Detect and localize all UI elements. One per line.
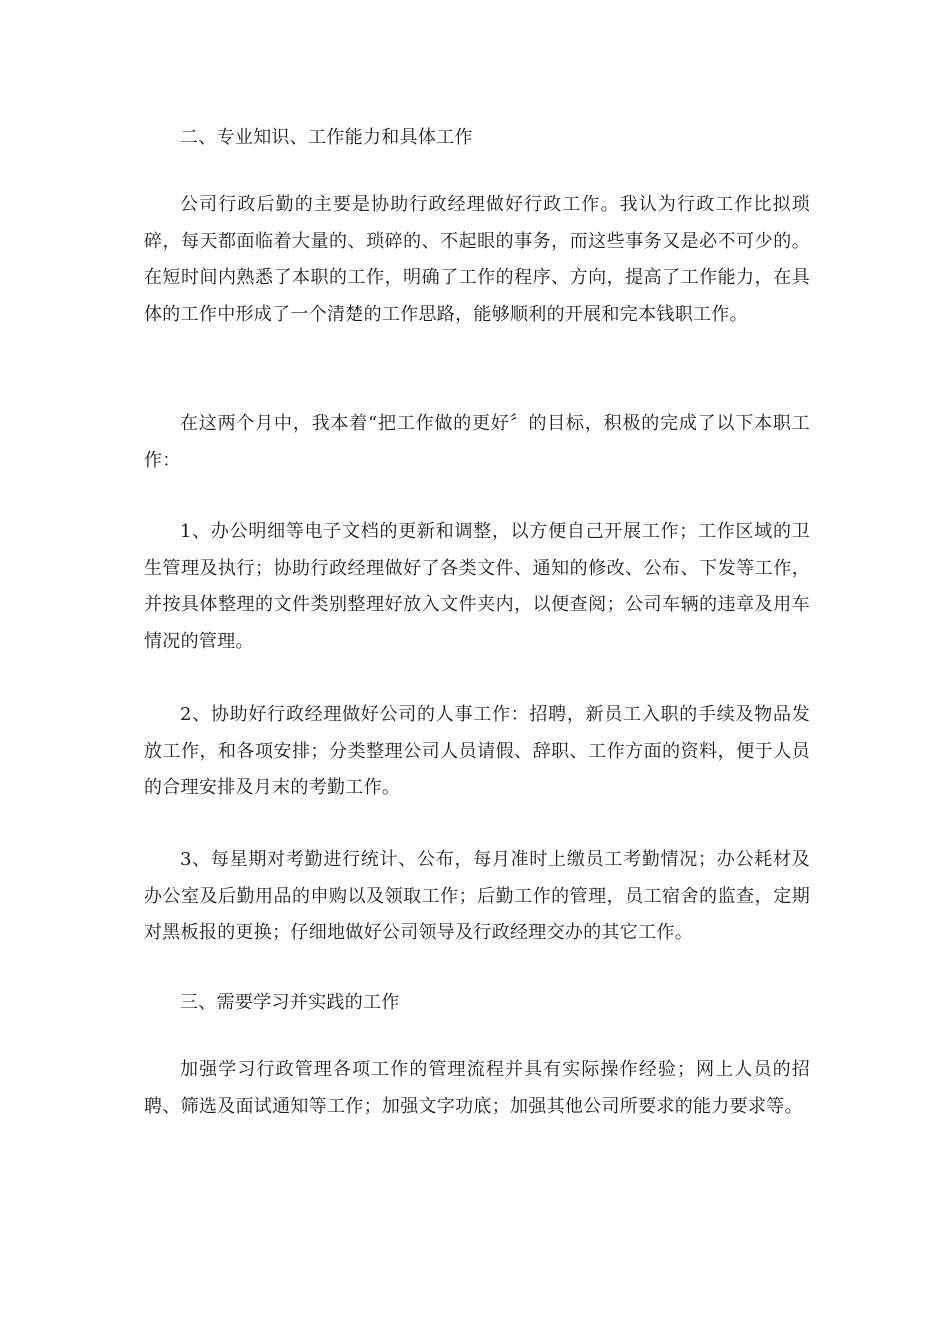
section-heading-2: 二、专业知识、工作能力和具体工作 (180, 127, 473, 148)
section-heading-3: 三、需要学习并实践的工作 (180, 992, 400, 1013)
paragraph-learn: 加强学习行政管理各项工作的管理流程并具有实际操作经验；网上人员的招聘、筛选及面试通知等工作；加强文字功底；加强其他公司所要求的能力要求等。 (144, 1059, 810, 1117)
list-item-1: 1、办公明细等电子文档的更新和调整，以方便自己开展工作；工作区域的卫生管理及执行；协助行政经理做好了各类文件、通知的修改、公布、下发等工作，并按具体整理的文件类别整理好放入文件夹内，以便查阅；公司车辆的违章及用车情况的管理。 (144, 521, 810, 652)
paragraph-intro: 公司行政后勤的主要是协助行政经理做好行政工作。我认为行政工作比拟琐碎，每天都面临着大量的、琐碎的、不起眼的事务，而这些事务又是必不可少的。在短时间内熟悉了本职的工作，明确了工作的程序、方向，提高了工作能力，在具体的工作中形成了一个清楚的工作思路，能够顺利的开展和完本钱职工作。 (144, 194, 810, 325)
list-item-3: 3、每星期对考勤进行统计、公布，每月准时上缴员工考勤情况；办公耗材及办公室及后勤用品的申购以及领取工作；后勤工作的管理，员工宿舍的监查，定期对黑板报的更换；仔细地做好公司领导及行政经理交办的其它工作。 (144, 849, 810, 943)
paragraph-goal: 在这两个月中，我本着“把工作做的更好〞的目标，积极的完成了以下本职工作： (144, 413, 810, 471)
list-item-2: 2、协助好行政经理做好公司的人事工作：招聘，新员工入职的手续及物品发放工作，和各项安排；分类整理公司人员请假、辞职、工作方面的资料，便于人员的合理安排及月末的考勤工作。 (144, 704, 810, 798)
